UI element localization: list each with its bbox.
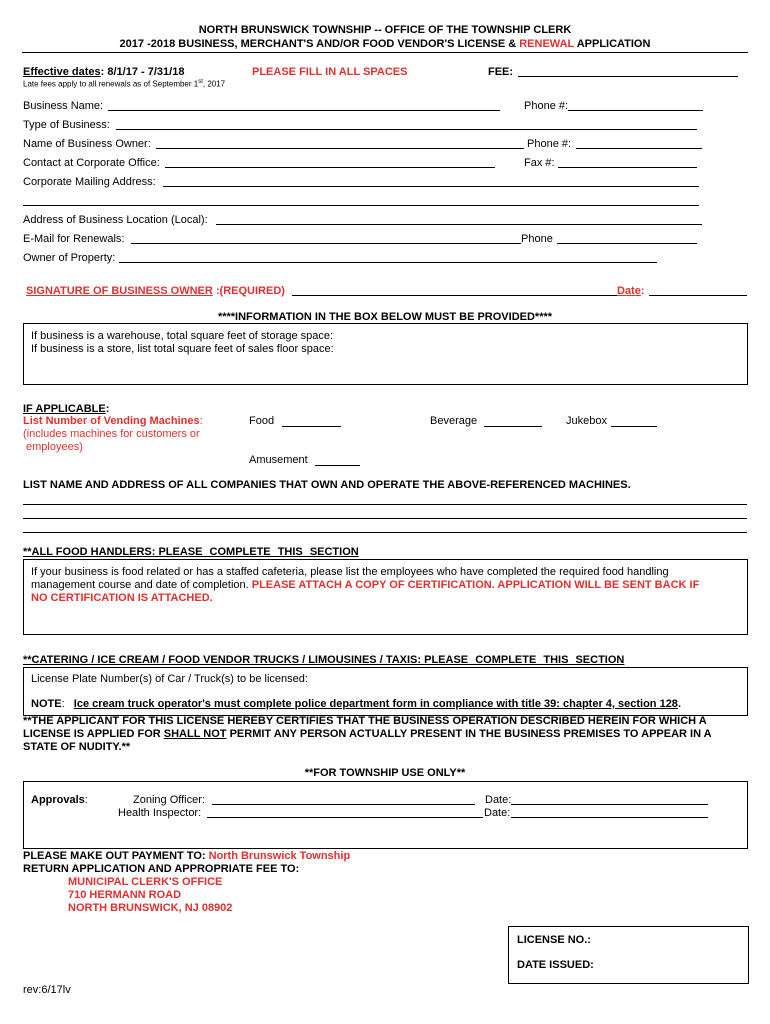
signature-label: [26, 285, 285, 297]
warehouse-line: If business is a warehouse, total square feet of storage space:: [31, 330, 334, 342]
signature-date-colon: :: [640, 285, 645, 297]
zoning-field[interactable]: [212, 804, 475, 805]
amusement-label: Amusement: [249, 454, 308, 466]
approvals-label: [31, 794, 88, 806]
food-handlers-text-3: NO CERTIFICATION IS ATTACHED.: [31, 592, 213, 604]
owner-name-field[interactable]: [156, 148, 524, 149]
address-line-1: MUNICIPAL CLERK'S OFFICE: [68, 876, 223, 888]
approvals-colon: :: [84, 794, 88, 806]
phone-field-3[interactable]: [557, 243, 697, 244]
phone-field-1[interactable]: [568, 110, 703, 111]
effective-dates: [23, 66, 184, 78]
if-applicable-text: IF APPLICABLE: [23, 403, 106, 415]
business-name-label: Business Name:: [23, 100, 104, 112]
date-issued-label: DATE ISSUED:: [517, 959, 594, 971]
food-label: Food: [249, 415, 275, 427]
vending-label: [23, 415, 203, 427]
zoning-date-field[interactable]: [511, 804, 708, 805]
header-rule: [22, 52, 748, 53]
address-line-3: NORTH BRUNSWICK, NJ 08902: [68, 902, 233, 914]
approvals-text: Approvals: [31, 794, 85, 806]
business-type-field[interactable]: [116, 129, 697, 130]
food-field[interactable]: [282, 426, 341, 427]
email-label: E-Mail for Renewals:: [23, 233, 125, 245]
food-handlers-text-2a: management course and date of completion.: [31, 579, 252, 591]
catering-heading: [23, 654, 624, 666]
beverage-label: Beverage: [430, 415, 478, 427]
food-handlers-heading: [23, 546, 359, 558]
renewal-word: RENEWAL: [519, 38, 575, 50]
payment-label: PLEASE MAKE OUT PAYMENT TO:: [23, 850, 209, 862]
zoning-date-label: Date:: [485, 794, 512, 806]
signature-date-label: [617, 285, 645, 297]
property-owner-field[interactable]: [119, 262, 657, 263]
phone-label-3: Phone: [521, 233, 553, 245]
vending-includes-1: (includes machines for customers or: [23, 428, 200, 440]
signature-date-text: Date: [617, 285, 641, 297]
effective-label: Effective dates: [23, 66, 101, 78]
food-handlers-text-2: [31, 579, 699, 591]
signature-date-field[interactable]: [649, 295, 747, 296]
note-label: NOTE: [31, 698, 62, 710]
if-applicable-colon: :: [105, 403, 110, 415]
jukebox-label: Jukebox: [566, 415, 607, 427]
signature-field[interactable]: [292, 295, 617, 296]
certify-line-1: **THE APPLICANT FOR THIS LICENSE HEREBY CERTIFIES THAT THE BUSINESS OPERATION DESCRIBED HEREIN FOR WHICH A: [23, 715, 707, 727]
phone-field-2[interactable]: [576, 148, 702, 149]
business-type-label: Type of Business:: [23, 119, 110, 131]
companies-field-2[interactable]: [23, 518, 747, 519]
companies-heading: LIST NAME AND ADDRESS OF ALL COMPANIES THAT OWN AND OPERATE THE ABOVE-REFERENCED MACHINES.: [23, 479, 631, 491]
store-line: If business is a store, list total square feet of sales floor space:: [31, 343, 334, 355]
mailing-field-2[interactable]: [23, 205, 699, 206]
owner-name-label: Name of Business Owner:: [23, 138, 151, 150]
mailing-label: Corporate Mailing Address:: [23, 176, 156, 188]
fill-all-notice: PLEASE FILL IN ALL SPACES: [252, 66, 408, 78]
beverage-field[interactable]: [484, 426, 542, 427]
certify-shall-not: SHALL NOT: [163, 728, 227, 740]
health-label: Health Inspector:: [118, 807, 202, 819]
certify-line-2b: PERMIT ANY PERSON ACTUALLY PRESENT IN THE BUSINESS PREMISES TO APPEAR IN A: [226, 728, 712, 740]
vending-label-text: List Number of Vending Machines: [23, 415, 200, 427]
subtitle-text: 2017 -2018 BUSINESS, MERCHANT'S AND/OR FOOD VENDOR'S LICENSE &: [119, 38, 520, 50]
signature-text: SIGNATURE OF BUSINESS OWNER: [26, 285, 213, 297]
late-fee-text: Late fees apply to all renewals as of September 1: [23, 79, 199, 89]
late-fee-note: [23, 79, 225, 89]
certify-line-3: STATE OF NUDITY.**: [23, 741, 131, 753]
address-line-2: 710 HERMANN ROAD: [68, 889, 182, 901]
late-fee-sup: st: [198, 79, 203, 85]
jukebox-field[interactable]: [611, 426, 657, 427]
fee-label: FEE:: [488, 66, 514, 78]
note-colon: :: [61, 698, 65, 710]
food-handlers-attach: PLEASE ATTACH A COPY OF CERTIFICATION. APPLICATION WILL BE SENT BACK IF: [251, 579, 700, 591]
companies-field-3[interactable]: [23, 532, 747, 533]
signature-required: :(REQUIRED): [215, 285, 285, 297]
certify-line-2: [23, 728, 712, 740]
food-handlers-heading-a: **ALL FOOD HANDLERS:: [23, 546, 159, 558]
form-subtitle: [0, 38, 770, 50]
payment-line: [23, 850, 350, 862]
vending-includes-2: employees): [26, 441, 83, 453]
phone-label-1: Phone #:: [524, 100, 569, 112]
license-no-label: LICENSE NO.:: [517, 934, 591, 946]
food-handlers-text-1: If your business is food related or has a staffed cafeteria, please list the employees who have completed the required food handling: [31, 566, 669, 578]
location-field[interactable]: [216, 224, 702, 225]
companies-field-1[interactable]: [23, 504, 747, 505]
contact-label: Contact at Corporate Office:: [23, 157, 160, 169]
vending-label-colon: :: [199, 415, 203, 427]
health-date-field[interactable]: [511, 817, 708, 818]
location-label: Address of Business Location (Local):: [23, 214, 208, 226]
catering-heading-b: PLEASE COMPLETE THIS SECTION: [424, 654, 625, 666]
note-end: .: [677, 698, 681, 710]
payment-payee: North Brunswick Township: [208, 850, 351, 862]
note-line: [31, 698, 681, 710]
contact-field[interactable]: [165, 167, 495, 168]
if-applicable: [23, 403, 109, 415]
phone-label-2: Phone #:: [527, 138, 572, 150]
mailing-field-1[interactable]: [163, 186, 699, 187]
property-owner-label: Owner of Property:: [23, 252, 116, 264]
late-fee-end: , 2017: [202, 79, 226, 89]
food-handlers-heading-b: PLEASE COMPLETE THIS SECTION: [158, 546, 359, 558]
business-name-field[interactable]: [108, 110, 500, 111]
fax-label: Fax #:: [524, 157, 555, 169]
health-date-label: Date:: [484, 807, 511, 819]
email-field[interactable]: [131, 243, 521, 244]
form-title: NORTH BRUNSWICK TOWNSHIP -- OFFICE OF THE TOWNSHIP CLERK: [198, 24, 572, 36]
info-box-heading: ****INFORMATION IN THE BOX BELOW MUST BE PROVIDED****: [217, 311, 553, 323]
plate-label: License Plate Number(s) of Car / Truck(s) to be licensed:: [31, 673, 308, 685]
fee-field[interactable]: [518, 76, 738, 77]
health-field[interactable]: [207, 817, 483, 818]
catering-heading-a: **CATERING / ICE CREAM / FOOD VENDOR TRUCKS / LIMOUSINES / TAXIS:: [23, 654, 425, 666]
fax-field[interactable]: [558, 167, 697, 168]
note-text: Ice cream truck operator's must complete police department form in compliance with title 39: chapter 4, section 128: [73, 698, 678, 710]
effective-value: : 8/1/17 - 7/31/18: [100, 66, 185, 78]
subtitle-end: APPLICATION: [574, 38, 651, 50]
amusement-field[interactable]: [315, 465, 360, 466]
certify-line-2a: LICENSE IS APPLIED FOR: [23, 728, 164, 740]
zoning-label: Zoning Officer:: [133, 794, 205, 806]
revision-note: rev:6/17lv: [23, 984, 71, 996]
township-heading: **FOR TOWNSHIP USE ONLY**: [304, 767, 466, 779]
return-line: RETURN APPLICATION AND APPROPRIATE FEE TO:: [23, 863, 300, 875]
